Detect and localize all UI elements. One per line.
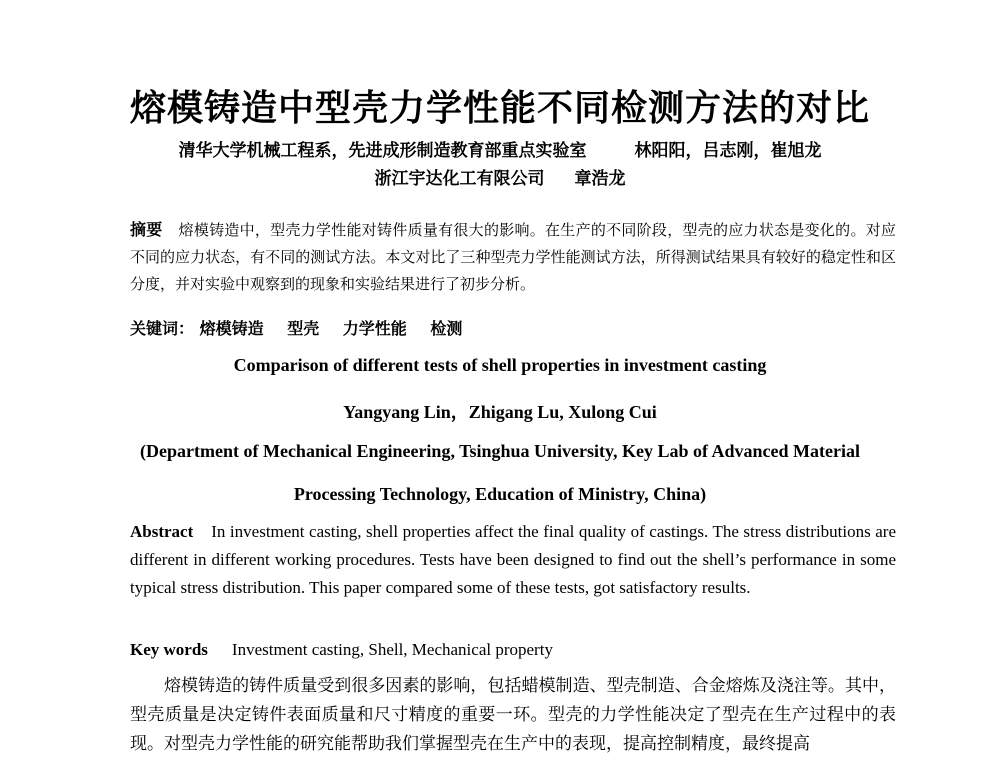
- affiliation-tsinghua: 清华大学机械工程系，先进成形制造教育部重点实验室: [178, 141, 587, 161]
- keyword-item: 型壳: [287, 319, 320, 338]
- english-affiliation-line-1: (Department of Mechanical Engineering, Tsinghua University, Key Lab of Advanced Material: [140, 441, 860, 461]
- keyword-item: 力学性能: [342, 319, 407, 338]
- keywords-english-label: Key words: [130, 640, 208, 659]
- affiliation-line-2: [0, 164, 1000, 189]
- keywords-chinese: [130, 316, 480, 339]
- body-paragraph: 熔模铸造的铸件质量受到很多因素的影响，包括蜡模制造、型壳制造、合金熔炼及浇注等。其中，型壳质量是决定铸件表面质量和尺寸精度的重要一环。型壳的力学性能决定了型壳在生产过程中的表现。对型壳力学性能的研究能帮助我们掌握型壳在生产中的表现，提高控制精度，最终提高: [130, 676, 896, 754]
- authors-tsinghua: 林阳阳，吕志刚，崔旭龙: [634, 141, 822, 161]
- affiliation-zhejiang: 浙江宇达化工有限公司: [374, 169, 545, 189]
- abstract-chinese: [130, 216, 896, 298]
- english-title: Comparison of different tests of shell properties in investment casting: [233, 355, 767, 375]
- affiliation-line-1: [0, 136, 1000, 161]
- authors-zhejiang: 章浩龙: [574, 169, 626, 189]
- abstract-chinese-text: 熔模铸造中，型壳力学性能对铸件质量有很大的影响。在生产的不同阶段，型壳的应力状态是变化的。对应不同的应力状态，有不同的测试方法。本文对比了三种型壳力学性能测试方法，所得测试结果具有较好的稳定性和区分度，并对实验中观察到的现象和实验结果进行了初步分析。: [130, 221, 896, 293]
- english-affiliation-line-2: Processing Technology, Education of Ministry, China): [293, 484, 707, 504]
- keywords-chinese-label: 关键词：: [130, 319, 195, 338]
- abstract-english-label: Abstract: [130, 522, 194, 541]
- keywords-english: [130, 640, 553, 660]
- paper-title: 熔模铸造中型壳力学性能不同检测方法的对比: [129, 88, 870, 129]
- keywords-english-text: Investment casting, Shell, Mechanical property: [231, 640, 553, 659]
- abstract-chinese-label: 摘要: [130, 220, 163, 239]
- abstract-english-text: In investment casting, shell properties affect the final quality of castings. The stress distributions are different in different working procedures. Tests have been designed to find out the shell’s performance in some typical stress distribution. This paper compared some of these tests, got satisfactory results.: [130, 522, 896, 597]
- english-authors: Yangyang Lin，Zhigang Lu, Xulong Cui: [343, 402, 657, 422]
- abstract-english: [130, 518, 896, 602]
- keyword-item: 熔模铸造: [199, 319, 264, 338]
- keyword-item: 检测: [430, 319, 463, 338]
